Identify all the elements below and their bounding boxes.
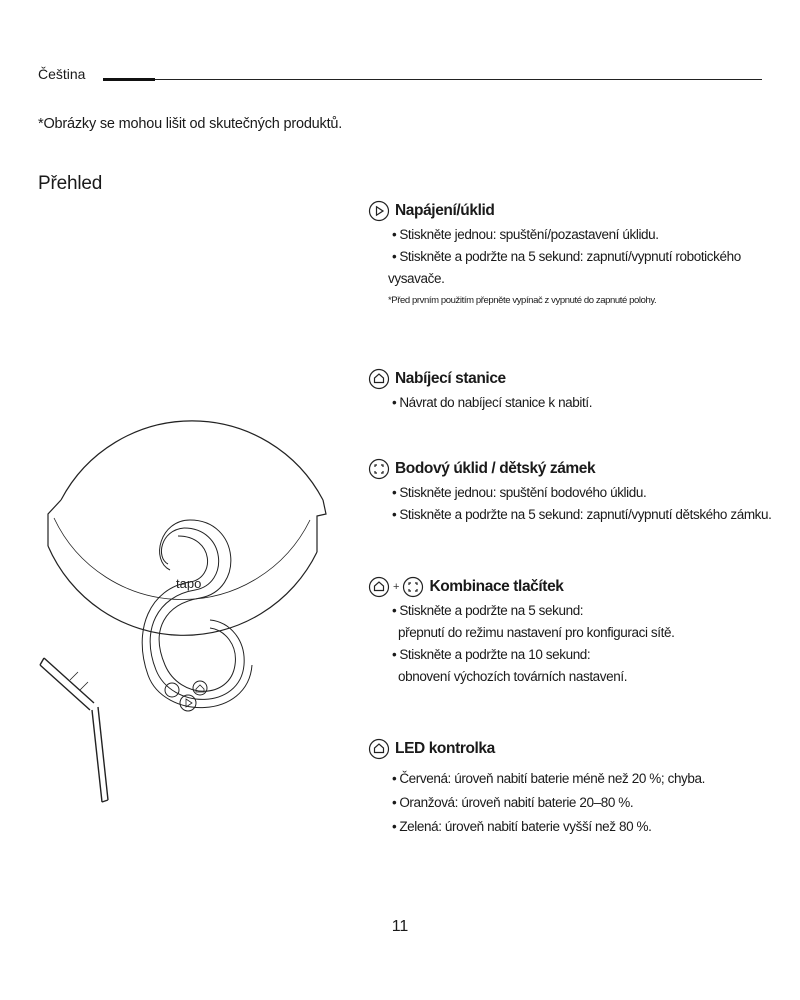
robot-vacuum-illustration xyxy=(30,270,350,820)
spot-clean-icon xyxy=(368,458,390,480)
list-item: • Stiskněte a podržte na 5 sekund: zapnutí/vypnutí robotického xyxy=(392,249,741,264)
section-charging-station xyxy=(368,366,778,414)
section-title: Kombinace tlačítek xyxy=(429,578,564,595)
list-item: • Stiskněte jednou: spuštění bodového úklidu. xyxy=(392,485,647,500)
section-spot-clean xyxy=(368,456,778,526)
robot-logo: tapo xyxy=(176,576,202,591)
home-icon xyxy=(368,738,390,760)
robot-bumper-left xyxy=(48,500,61,546)
section-title: Bodový úklid / dětský zámek xyxy=(395,460,596,477)
section-button-combination xyxy=(368,574,778,688)
header-divider-accent xyxy=(103,78,155,81)
footnote: *Před prvním použitím přepněte vypínač z vypnuté do zapnuté polohy. xyxy=(388,295,657,306)
robot-body-outline xyxy=(61,421,323,500)
spot-clean-icon xyxy=(402,576,424,598)
section-title: LED kontrolka xyxy=(395,740,495,757)
disclaimer: *Obrázky se mohou lišit od skutečných produktů. xyxy=(38,116,343,132)
list-item: • Červená: úroveň nabití baterie méně než 20 %; chyba. xyxy=(392,771,705,786)
play-icon xyxy=(368,200,390,222)
list-item: • Stiskněte a podržte na 10 sekund: xyxy=(392,647,591,662)
section-power xyxy=(368,198,778,310)
list-item-continuation: obnovení výchozích továrních nastavení. xyxy=(398,669,628,684)
home-icon xyxy=(368,576,390,598)
list-item: • Stiskněte a podržte na 5 sekund: zapnutí/vypnutí dětského zámku. xyxy=(392,507,772,522)
page-number: 11 xyxy=(391,918,409,935)
list-item: • Stiskněte a podržte na 5 sekund: xyxy=(392,603,584,618)
list-item-continuation: přepnutí do režimu nastavení pro konfiguraci sítě. xyxy=(398,625,675,640)
robot-home-button-icon xyxy=(193,681,207,695)
home-icon xyxy=(368,368,390,390)
section-led-indicator xyxy=(368,736,778,838)
list-item: • Návrat do nabíjecí stanice k nabití. xyxy=(392,395,593,410)
page-title: Přehled xyxy=(38,173,103,194)
robot-bumper-right xyxy=(317,500,326,552)
plus-sign: + xyxy=(393,581,400,593)
list-item: • Oranžová: úroveň nabití baterie 20–80 %. xyxy=(392,795,634,810)
header-divider xyxy=(103,79,762,80)
language-label: Čeština xyxy=(38,66,86,82)
list-item-continuation: vysavače. xyxy=(388,271,445,286)
list-item: • Zelená: úroveň nabití baterie vyšší než 80 %. xyxy=(392,819,652,834)
control-panel xyxy=(142,520,252,708)
list-item: • Stiskněte jednou: spuštění/pozastavení úklidu. xyxy=(392,227,659,242)
section-title: Napájení/úklid xyxy=(395,202,495,219)
section-title: Nabíjecí stanice xyxy=(395,370,506,387)
